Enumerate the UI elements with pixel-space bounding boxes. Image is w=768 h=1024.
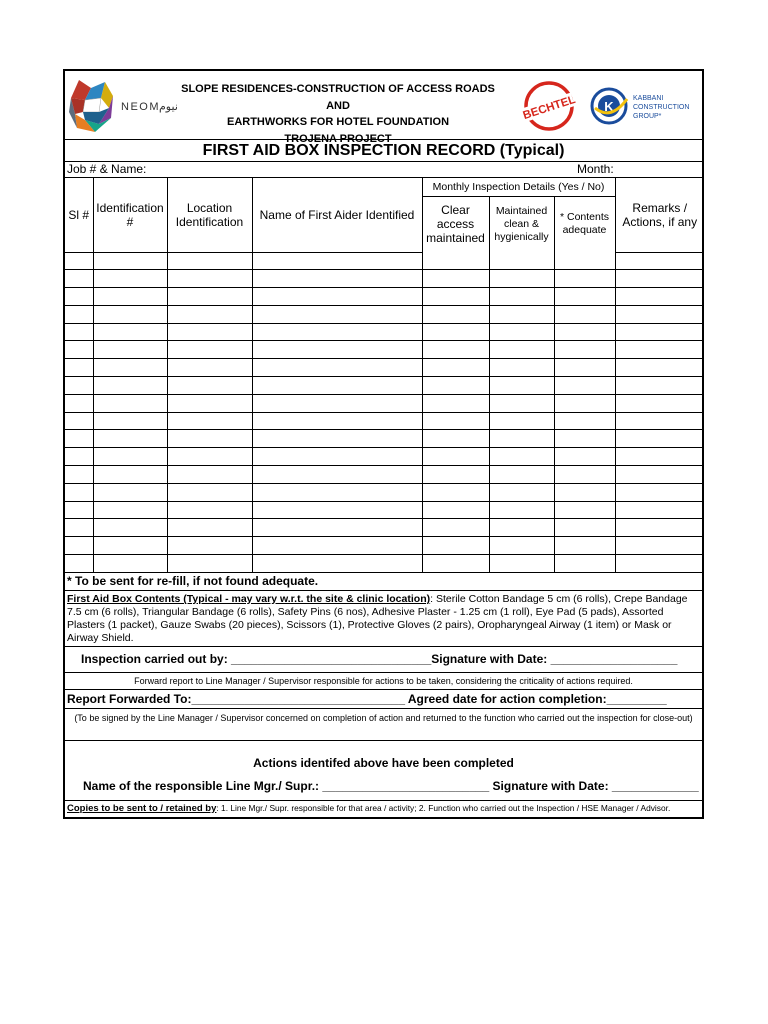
- table-cell[interactable]: [554, 501, 615, 519]
- copies-text: : 1. Line Mgr./ Supr. responsible for that area / activity; 2. Function who carried out the Inspection / HSE Manager / Advisor.: [216, 802, 671, 813]
- inspection-rows: [65, 252, 704, 572]
- table-cell[interactable]: [167, 305, 252, 323]
- col-header-identification: Identification #: [93, 178, 167, 252]
- table-cell[interactable]: [615, 394, 704, 412]
- table-cell[interactable]: [167, 483, 252, 501]
- table-cell[interactable]: [489, 537, 554, 555]
- table-row: [65, 288, 704, 306]
- table-row: [65, 412, 704, 430]
- svg-text:K: K: [604, 99, 614, 114]
- table-cell[interactable]: [167, 270, 252, 288]
- table-cell[interactable]: [615, 412, 704, 430]
- table-cell[interactable]: [554, 412, 615, 430]
- table-cell[interactable]: [554, 483, 615, 501]
- table-cell[interactable]: [93, 430, 167, 448]
- table-cell[interactable]: [422, 466, 489, 484]
- table-cell[interactable]: [615, 377, 704, 395]
- table-cell[interactable]: [93, 537, 167, 555]
- table-cell[interactable]: [167, 448, 252, 466]
- table-cell[interactable]: [489, 555, 554, 573]
- table-cell[interactable]: [615, 430, 704, 448]
- first-aid-contents: [65, 591, 702, 647]
- actions-completed-text: Actions identifed above have been completed: [253, 755, 514, 770]
- table-cell[interactable]: [65, 252, 93, 270]
- col-header-sl: Sl #: [65, 178, 93, 252]
- table-cell[interactable]: [489, 394, 554, 412]
- table-cell[interactable]: [167, 359, 252, 377]
- table-row: [65, 270, 704, 288]
- table-cell[interactable]: [252, 501, 422, 519]
- table-cell[interactable]: [252, 555, 422, 573]
- table-cell[interactable]: [93, 359, 167, 377]
- table-cell[interactable]: [93, 555, 167, 573]
- table-cell[interactable]: [615, 252, 704, 270]
- responsible-manager-line: Name of the responsible Line Mgr./ Supr.: _________________________ Signature with Date: _____________: [83, 778, 699, 793]
- table-cell[interactable]: [489, 483, 554, 501]
- table-cell[interactable]: [422, 555, 489, 573]
- table-cell[interactable]: [422, 430, 489, 448]
- table-cell[interactable]: [252, 537, 422, 555]
- job-month-row: [65, 162, 702, 178]
- table-cell[interactable]: [422, 323, 489, 341]
- table-row: [65, 341, 704, 359]
- table-cell[interactable]: [422, 483, 489, 501]
- table-cell[interactable]: [93, 270, 167, 288]
- table-cell[interactable]: [252, 305, 422, 323]
- table-cell[interactable]: [489, 252, 554, 270]
- table-cell[interactable]: [93, 394, 167, 412]
- table-cell[interactable]: [167, 288, 252, 306]
- table-cell[interactable]: [167, 501, 252, 519]
- table-cell[interactable]: [554, 377, 615, 395]
- table-cell[interactable]: [554, 341, 615, 359]
- table-cell[interactable]: [489, 305, 554, 323]
- table-cell[interactable]: [65, 466, 93, 484]
- table-cell[interactable]: [615, 537, 704, 555]
- col-header-remarks: Remarks / Actions, if any: [615, 178, 704, 252]
- table-cell[interactable]: [93, 519, 167, 537]
- table-cell[interactable]: [93, 323, 167, 341]
- table-cell[interactable]: [422, 288, 489, 306]
- col-header-clear-access: Clear access maintained: [422, 196, 489, 252]
- table-cell[interactable]: [252, 270, 422, 288]
- table-cell[interactable]: [252, 394, 422, 412]
- table-cell[interactable]: [554, 359, 615, 377]
- inspection-signature-line: Inspection carried out by: ______________________________Signature with Date: ___________________: [65, 647, 702, 673]
- table-cell[interactable]: [422, 394, 489, 412]
- table-cell[interactable]: [65, 288, 93, 306]
- table-cell[interactable]: [93, 501, 167, 519]
- table-cell[interactable]: [252, 341, 422, 359]
- refill-note: * To be sent for re-fill, if not found adequate.: [65, 573, 702, 591]
- table-cell[interactable]: [65, 430, 93, 448]
- table-row: [65, 448, 704, 466]
- table-cell[interactable]: [422, 537, 489, 555]
- table-cell[interactable]: [554, 252, 615, 270]
- table-row: [65, 483, 704, 501]
- table-cell[interactable]: [615, 323, 704, 341]
- table-cell[interactable]: [554, 270, 615, 288]
- table-cell[interactable]: [65, 270, 93, 288]
- table-cell[interactable]: [615, 519, 704, 537]
- col-header-contents-adequate: * Contents adequate: [554, 196, 615, 252]
- table-cell[interactable]: [252, 466, 422, 484]
- table-cell[interactable]: [65, 448, 93, 466]
- table-cell[interactable]: [554, 519, 615, 537]
- table-cell[interactable]: [615, 341, 704, 359]
- table-cell[interactable]: [93, 448, 167, 466]
- table-row: [65, 555, 704, 573]
- svg-text:نيوم: نيوم: [159, 100, 178, 113]
- col-header-first-aider: Name of First Aider Identified: [252, 178, 422, 252]
- table-cell[interactable]: [167, 394, 252, 412]
- table-cell[interactable]: [554, 537, 615, 555]
- table-cell[interactable]: [167, 377, 252, 395]
- table-row: [65, 252, 704, 270]
- table-cell[interactable]: [93, 341, 167, 359]
- table-cell[interactable]: [65, 501, 93, 519]
- table-cell[interactable]: [93, 377, 167, 395]
- table-cell[interactable]: [167, 412, 252, 430]
- table-cell[interactable]: [65, 519, 93, 537]
- table-row: [65, 501, 704, 519]
- table-row: [65, 519, 704, 537]
- table-cell[interactable]: [167, 519, 252, 537]
- inspection-form: [63, 69, 704, 819]
- contents-list: : Sterile Cotton Bandage 5 cm (6 rolls), Crepe Bandage 7.5 cm (6 rolls), Triangular Bandage (6 rolls), Safety Pins (6 nos), Adhesive Plaster - 1.25 cm (1 roll), Eye Pad (5 pads), Assorted Plasters (1 packet), Gauze Swabs (20 pieces), Scissors (1), Protective Gloves (2 pairs), Oropharyngeal Airway (1 item) or Mask or Airway Shield.: [67, 592, 688, 645]
- table-row: [65, 323, 704, 341]
- table-cell[interactable]: [422, 377, 489, 395]
- table-row: [65, 430, 704, 448]
- table-cell[interactable]: [615, 501, 704, 519]
- table-cell[interactable]: [167, 537, 252, 555]
- table-cell[interactable]: [554, 305, 615, 323]
- table-cell[interactable]: [422, 412, 489, 430]
- table-cell[interactable]: [252, 377, 422, 395]
- table-cell[interactable]: [489, 359, 554, 377]
- table-row: [65, 377, 704, 395]
- form-title: FIRST AID BOX INSPECTION RECORD (Typical): [65, 140, 702, 162]
- table-cell[interactable]: [554, 288, 615, 306]
- table-cell[interactable]: [167, 252, 252, 270]
- table-cell[interactable]: [554, 323, 615, 341]
- table-cell[interactable]: [167, 466, 252, 484]
- table-cell[interactable]: [489, 466, 554, 484]
- report-forwarded-line: Report Forwarded To:________________________________ Agreed date for action completion:_________: [65, 690, 702, 709]
- table-cell[interactable]: [65, 537, 93, 555]
- table-row: [65, 394, 704, 412]
- table-cell[interactable]: [167, 323, 252, 341]
- table-cell[interactable]: [615, 483, 704, 501]
- table-cell[interactable]: [489, 448, 554, 466]
- table-cell[interactable]: [422, 448, 489, 466]
- table-cell[interactable]: [615, 305, 704, 323]
- col-header-location: Location Identification: [167, 178, 252, 252]
- table-cell[interactable]: [167, 555, 252, 573]
- table-cell[interactable]: [65, 305, 93, 323]
- monthly-inspection-header: Monthly Inspection Details (Yes / No): [422, 178, 615, 196]
- table-cell[interactable]: [252, 252, 422, 270]
- table-cell[interactable]: [489, 519, 554, 537]
- table-cell[interactable]: [93, 483, 167, 501]
- table-cell[interactable]: [65, 341, 93, 359]
- neom-logo: [67, 73, 190, 135]
- table-cell[interactable]: [93, 288, 167, 306]
- table-cell[interactable]: [252, 323, 422, 341]
- table-cell[interactable]: [93, 412, 167, 430]
- table-cell[interactable]: [422, 519, 489, 537]
- svg-text:NEOM: NEOM: [121, 101, 160, 113]
- table-cell[interactable]: [554, 466, 615, 484]
- table-cell[interactable]: [422, 270, 489, 288]
- svg-text:BECHTEL: BECHTEL: [521, 93, 577, 123]
- table-cell[interactable]: [65, 483, 93, 501]
- table-cell[interactable]: [489, 430, 554, 448]
- table-cell[interactable]: [422, 252, 489, 270]
- actions-completed-section: [65, 741, 702, 801]
- table-cell[interactable]: [554, 394, 615, 412]
- table-cell[interactable]: [615, 359, 704, 377]
- svg-text:CONSTRUCTION: CONSTRUCTION: [633, 104, 690, 111]
- table-cell[interactable]: [65, 377, 93, 395]
- table-row: [65, 305, 704, 323]
- bechtel-logo: [520, 79, 578, 133]
- col-header-maintained-clean: Maintained clean & hygienically: [489, 196, 554, 252]
- table-cell[interactable]: [489, 323, 554, 341]
- table-cell[interactable]: [252, 483, 422, 501]
- table-cell[interactable]: [554, 448, 615, 466]
- table-cell[interactable]: [489, 288, 554, 306]
- table-cell[interactable]: [615, 466, 704, 484]
- table-cell[interactable]: [422, 501, 489, 519]
- table-cell[interactable]: [422, 359, 489, 377]
- table-cell[interactable]: [489, 270, 554, 288]
- svg-text:KABBANI: KABBANI: [633, 95, 664, 102]
- table-cell[interactable]: [93, 466, 167, 484]
- kabbani-logo: [589, 81, 701, 131]
- table-cell[interactable]: [252, 519, 422, 537]
- table-cell[interactable]: [615, 448, 704, 466]
- table-cell[interactable]: [554, 555, 615, 573]
- project-title: SLOPE RESIDENCES-CONSTRUCTION OF ACCESS ROADS AND EARTHWORKS FOR HOTEL FOUNDATION TROJENA PROJECT: [181, 83, 495, 145]
- table-cell[interactable]: [252, 412, 422, 430]
- table-cell[interactable]: [65, 394, 93, 412]
- table-cell[interactable]: [554, 430, 615, 448]
- table-row: [65, 359, 704, 377]
- table-cell[interactable]: [93, 305, 167, 323]
- table-cell[interactable]: [422, 341, 489, 359]
- table-cell[interactable]: [167, 430, 252, 448]
- inspection-table: [65, 178, 704, 573]
- contents-heading: First Aid Box Contents (Typical - may vary w.r.t. the site & clinic location): [67, 592, 431, 605]
- job-name-label: Job # & Name:: [67, 162, 147, 176]
- table-cell[interactable]: [422, 305, 489, 323]
- table-cell[interactable]: [252, 430, 422, 448]
- table-cell[interactable]: [489, 501, 554, 519]
- table-cell[interactable]: [252, 359, 422, 377]
- table-row: [65, 537, 704, 555]
- svg-text:GROUP*: GROUP*: [633, 113, 662, 120]
- table-cell[interactable]: [65, 359, 93, 377]
- table-cell[interactable]: [167, 341, 252, 359]
- table-cell[interactable]: [615, 555, 704, 573]
- form-header: [65, 71, 702, 145]
- table-cell[interactable]: [489, 412, 554, 430]
- close-out-note: (To be signed by the Line Manager / Supervisor concerned on completion of action and returned to the function who carried out the inspection for close-out): [65, 709, 702, 741]
- table-cell[interactable]: [65, 555, 93, 573]
- table-cell[interactable]: [252, 448, 422, 466]
- table-cell[interactable]: [65, 323, 93, 341]
- table-cell[interactable]: [252, 288, 422, 306]
- table-row: [65, 466, 704, 484]
- table-cell[interactable]: [93, 252, 167, 270]
- copies-label: Copies to be sent to / retained by: [67, 802, 217, 814]
- table-cell[interactable]: [489, 377, 554, 395]
- month-label: Month:: [577, 162, 614, 176]
- table-cell[interactable]: [615, 270, 704, 288]
- table-cell[interactable]: [489, 341, 554, 359]
- forward-note: Forward report to Line Manager / Supervisor responsible for actions to be taken, considering the criticality of actions required.: [65, 673, 702, 690]
- table-cell[interactable]: [615, 288, 704, 306]
- copies-row: [65, 801, 702, 817]
- table-cell[interactable]: [65, 412, 93, 430]
